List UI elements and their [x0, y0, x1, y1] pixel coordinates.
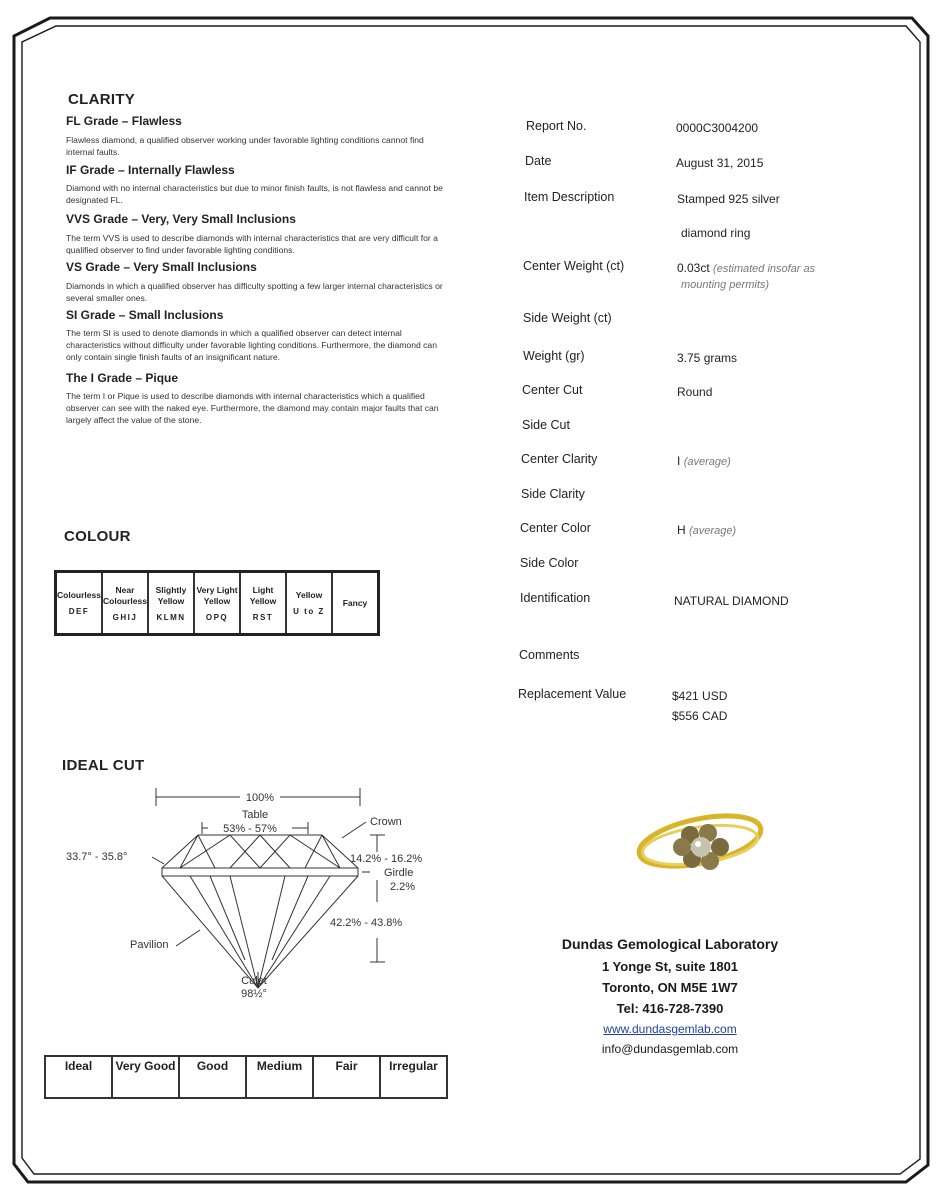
- cut-grade-cell: Very Good: [112, 1056, 179, 1098]
- center-weight-value: 0.03ct (estimated insofar as: [677, 261, 816, 275]
- colour-cell: Light Yellow RST: [240, 572, 286, 635]
- grade-si-title: SI Grade – Small Inclusions: [66, 308, 224, 322]
- colour-cell: Yellow U to Z: [286, 572, 332, 635]
- report-no-value: 0000C3004200: [676, 121, 759, 135]
- identification-value: NATURAL DIAMOND: [674, 594, 789, 608]
- colour-cell: Slightly Yellow KLMN: [148, 572, 194, 635]
- colour-cell: Very Light Yellow OPQ: [194, 572, 240, 635]
- colour-cell: Fancy: [332, 572, 379, 635]
- grade-vs-desc: Diamonds in which a qualified observer has difficulty spotting a few larger internal characteristics or several smaller ones.: [66, 281, 443, 303]
- girdle-pct-label: 2.2%: [390, 881, 416, 893]
- grade-vvs-desc: The term VVS is used to describe diamonds with internal characteristics that are very difficult for a qualified observer to find under favorable lighting conditions.: [66, 233, 438, 255]
- center-cut-value: Round: [677, 385, 713, 399]
- girdle-label: Girdle: [384, 867, 414, 879]
- width-label: 100%: [245, 792, 275, 804]
- date-value: August 31, 2015: [676, 156, 764, 170]
- side-cut-label: Side Cut: [522, 418, 570, 432]
- center-color-value: H (average): [677, 523, 737, 537]
- clarity-heading: CLARITY: [68, 91, 136, 108]
- culet-pct-label: 98½°: [241, 988, 267, 1000]
- lab-address1: 1 Yonge St, suite 1801: [601, 959, 739, 974]
- colour-cell: Colourless DEF: [56, 572, 103, 635]
- culet-label: Culet: [241, 975, 267, 987]
- cut-grade-table: [44, 1055, 448, 1099]
- lab-address2: Toronto, ON M5E 1W7: [602, 980, 738, 995]
- crown-label: Crown: [370, 816, 402, 828]
- item-description-line1: Stamped 925 silver: [677, 192, 780, 206]
- center-cut-label: Center Cut: [522, 383, 583, 397]
- center-weight-label: Center Weight (ct): [523, 259, 625, 273]
- replacement-cad: $556 CAD: [672, 709, 728, 723]
- table-range-label: 53% - 57%: [223, 823, 277, 835]
- replacement-usd: $421 USD: [672, 689, 728, 703]
- weight-label: Weight (gr): [523, 349, 585, 363]
- replacement-value-label: Replacement Value: [518, 687, 627, 701]
- date-label: Date: [525, 154, 552, 168]
- side-color-label: Side Color: [520, 556, 579, 570]
- report-no-label: Report No.: [526, 119, 587, 133]
- table-label: Table: [241, 809, 269, 821]
- grade-si-desc: The term SI is used to denote diamonds in which a qualified observer can detect internal characteristics without difficulty under favorable lighting conditions. Furthermore, the diamond can only contain single finish faults of an insignificant nature.: [66, 328, 437, 362]
- colour-heading: COLOUR: [64, 528, 131, 545]
- ideal-cut-heading: IDEAL CUT: [62, 757, 145, 774]
- colour-cell: Near Colourless GHIJ: [102, 572, 148, 635]
- center-weight-note: mounting permits): [681, 279, 770, 291]
- cut-grade-cell: Irregular: [380, 1056, 447, 1098]
- identification-label: Identification: [520, 591, 591, 605]
- lab-tel: Tel: 416-728-7390: [616, 1001, 724, 1016]
- side-weight-label: Side Weight (ct): [523, 311, 612, 325]
- crown-angle-label: 33.7° - 35.8°: [66, 851, 128, 863]
- item-description-line2: diamond ring: [681, 226, 751, 240]
- side-clarity-label: Side Clarity: [521, 487, 585, 501]
- weight-value: 3.75 grams: [677, 351, 738, 365]
- lab-email: info@dundasgemlab.com: [601, 1042, 739, 1056]
- grade-if-desc: Diamond with no internal characteristics but due to minor finish faults, is not flawless and cannot be designated FL.: [66, 183, 443, 205]
- grade-vs-title: VS Grade – Very Small Inclusions: [66, 260, 257, 274]
- lab-website-link[interactable]: www.dundasgemlab.com: [603, 1022, 737, 1036]
- ring-photo: [628, 793, 768, 893]
- comments-label: Comments: [519, 648, 580, 662]
- lab-name: Dundas Gemological Laboratory: [561, 936, 779, 952]
- cut-grade-cell: Fair: [313, 1056, 380, 1098]
- grade-i-title: The I Grade – Pique: [66, 371, 179, 385]
- grade-vvs-title: VVS Grade – Very, Very Small Inclusions: [66, 212, 296, 226]
- pavilion-depth-label: 42.2% - 43.8%: [330, 917, 403, 929]
- center-clarity-label: Center Clarity: [521, 452, 598, 466]
- colour-scale-table: [54, 570, 380, 636]
- diamond-proportions-diagram: [40, 780, 450, 1010]
- pavilion-label: Pavilion: [130, 939, 169, 951]
- crown-height-label: 14.2% - 16.2%: [350, 853, 423, 865]
- center-color-label: Center Color: [520, 521, 591, 535]
- center-clarity-value: I (average): [677, 454, 731, 468]
- cut-grade-cell: Ideal: [45, 1056, 112, 1098]
- cut-grade-cell: Good: [179, 1056, 246, 1098]
- grade-if-title: IF Grade – Internally Flawless: [66, 163, 235, 177]
- grade-fl-desc: Flawless diamond, a qualified observer working under favorable lighting conditions cannot find internal faults.: [66, 135, 424, 157]
- cut-grade-cell: Medium: [246, 1056, 313, 1098]
- grade-i-desc: The term I or Pique is used to describe diamonds with internal characteristics which a qualified observer can see with the naked eye. Furthermore, the diamond may contain major faults that can largely affect the value of the stone.: [66, 391, 439, 425]
- grade-fl-title: FL Grade – Flawless: [66, 114, 182, 128]
- item-description-label: Item Description: [524, 190, 615, 204]
